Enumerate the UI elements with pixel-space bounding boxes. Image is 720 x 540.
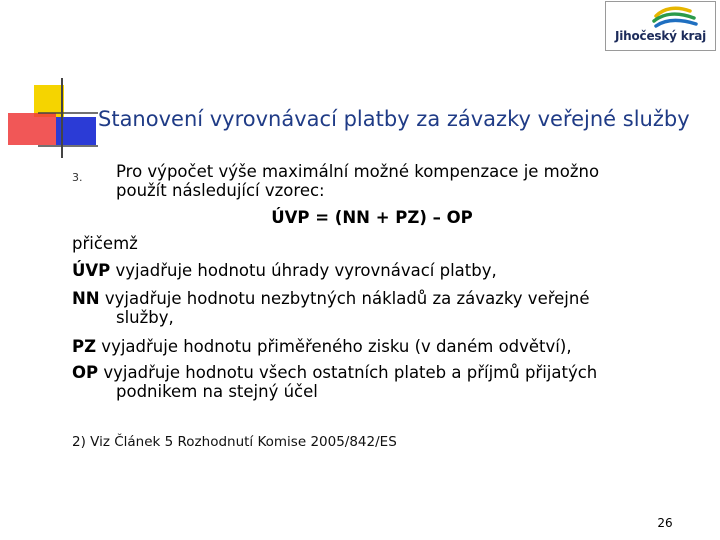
definition-uvp xyxy=(72,261,665,280)
title-decoration xyxy=(0,0,110,170)
definition-term: PZ xyxy=(72,337,97,356)
item-number: 3. xyxy=(72,171,83,184)
logo xyxy=(605,1,716,51)
definition-pz xyxy=(72,337,665,356)
definition-text: vyjadřuje hodnotu přiměřeného zisku (v daném odvětví), xyxy=(96,337,572,356)
pricemz-label: přičemž xyxy=(72,234,138,253)
footnote: 2) Viz Článek 5 Rozhodnutí Komise 2005/842/ES xyxy=(72,434,397,450)
definition-text: vyjadřuje hodnotu nezbytných nákladů za závazky veřejné xyxy=(99,289,590,308)
definition-term: ÚVP xyxy=(72,261,111,280)
wave-logo-icon xyxy=(606,2,717,30)
definition-nn xyxy=(72,289,665,327)
definition-op xyxy=(72,363,665,401)
definition-term: OP xyxy=(72,363,99,382)
intro-line: použít následující vzorec: xyxy=(116,181,325,200)
definition-text: vyjadřuje hodnotu všech ostatních plateb a příjmů přijatých xyxy=(98,363,598,382)
definition-term: NN xyxy=(72,289,100,308)
definition-continuation: podnikem na stejný účel xyxy=(116,382,318,401)
definition-continuation: služby, xyxy=(116,308,174,327)
page-number: 26 xyxy=(657,516,673,530)
definition-text: vyjadřuje hodnotu úhrady vyrovnávací platby, xyxy=(110,261,497,280)
intro-line: Pro výpočet výše maximální možné kompenzace je možno xyxy=(116,162,600,181)
logo-text: Jihočeský kraj xyxy=(614,29,707,43)
formula: ÚVP = (NN + PZ) – OP xyxy=(271,208,473,227)
slide-title: Stanovení vyrovnávací platby za závazky veřejné služby xyxy=(98,107,690,131)
intro-text xyxy=(116,162,676,200)
